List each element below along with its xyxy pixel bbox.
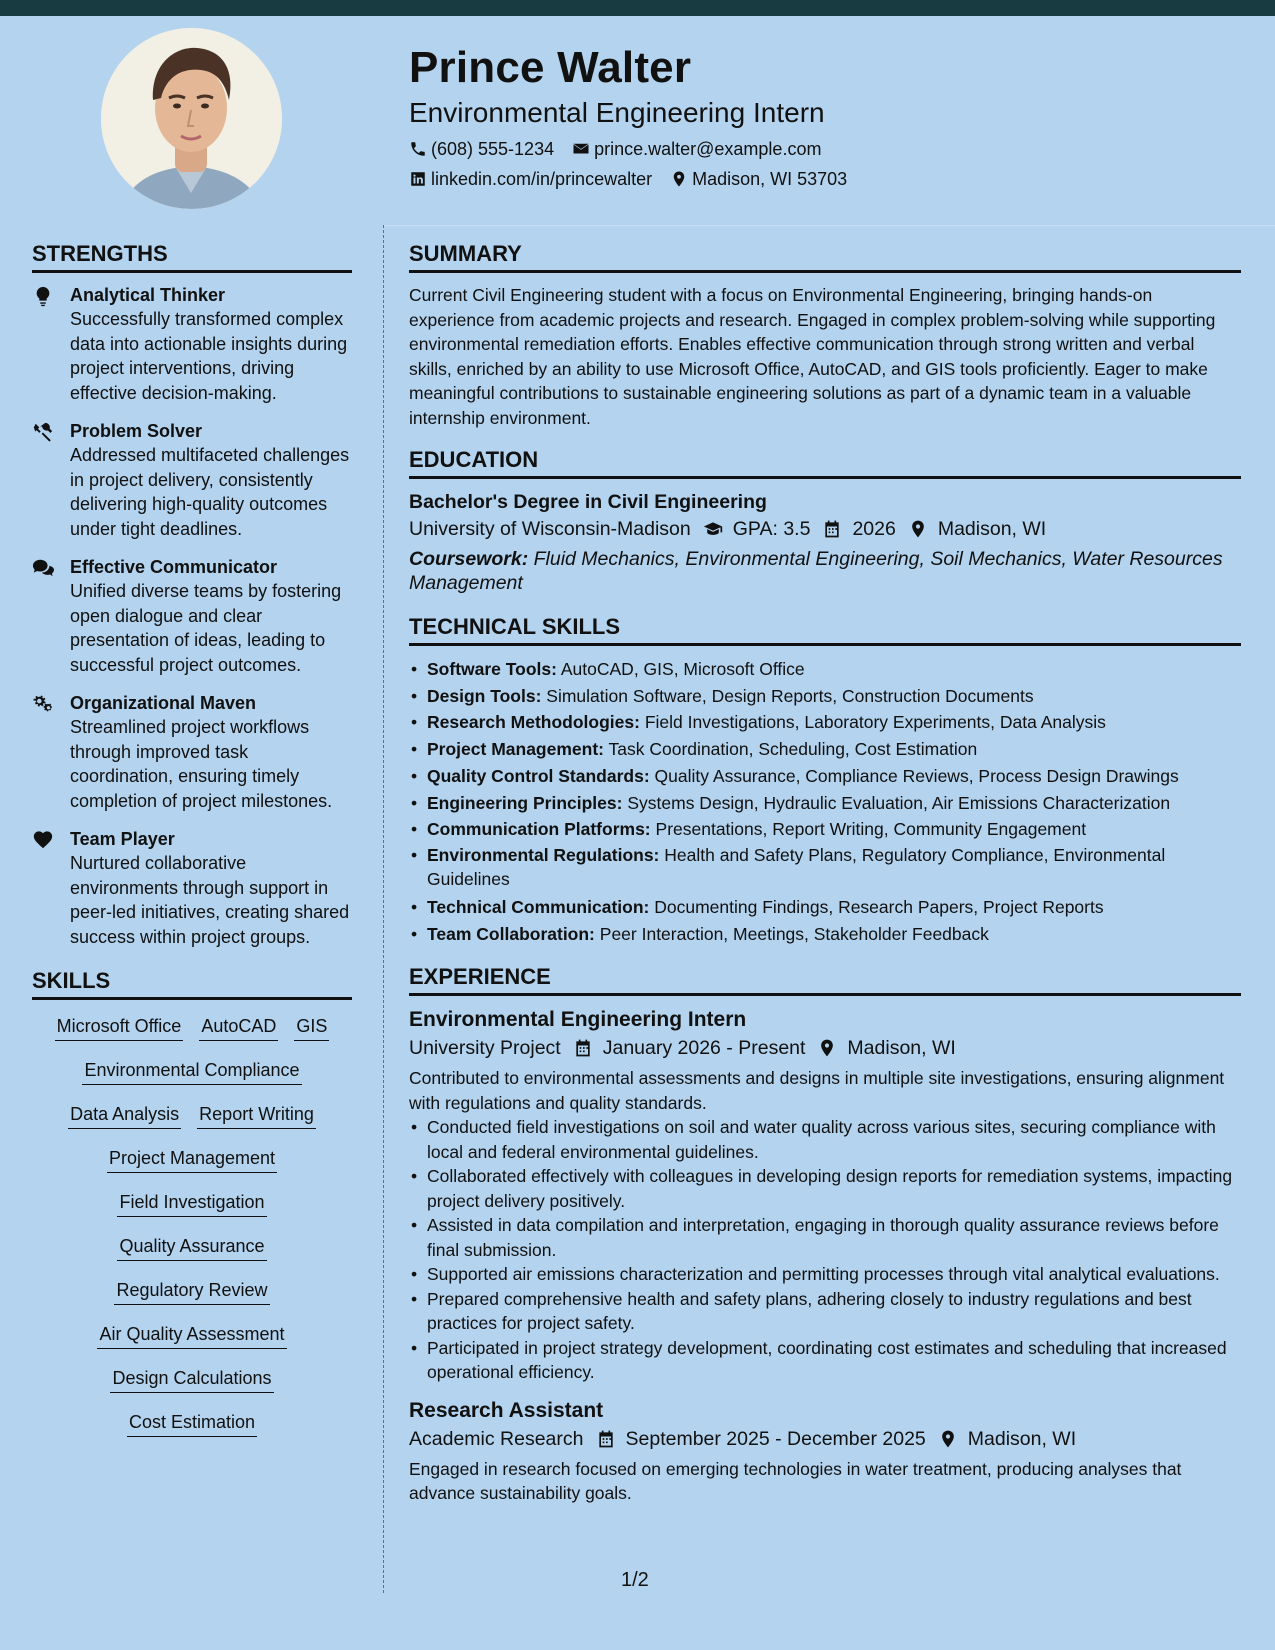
job-meta xyxy=(409,1034,1241,1062)
job-title: Environmental Engineering Intern xyxy=(409,1008,747,1032)
skill-value: Systems Design, Hydraulic Evaluation, Air Emissions Characterization xyxy=(627,792,1171,813)
skill-value: Quality Assurance, Compliance Reviews, Process Design Drawings xyxy=(654,765,1179,786)
graduation-year: 2026 xyxy=(852,518,896,540)
coursework xyxy=(409,547,1241,595)
education-meta xyxy=(409,515,1241,543)
skill-label: Software Tools: xyxy=(427,659,557,679)
phone-text: (608) 555-1234 xyxy=(431,139,555,159)
summary-text: Current Civil Engineering student with a focus on Environmental Engineering, bringing hands-on experience from academic projects and research. Engaged in complex problem-solving while supporting environmental remediation efforts. Enables effective communication through strong written and verbal skills, enriched by an ability to use Microsoft Office, AutoCAD, and GIS tools proficiently. Eager to make meaningful contributions to sustainable engineering solutions as part of a dynamic team in a valuable internship environment. xyxy=(409,285,1216,428)
list-item xyxy=(409,921,1241,948)
degree-title: Bachelor's Degree in Civil Engineering xyxy=(409,491,767,513)
skill-tag: Environmental Compliance xyxy=(82,1058,301,1085)
skill-value: Documenting Findings, Research Papers, Project Reports xyxy=(654,896,1104,917)
skill-tag: Field Investigation xyxy=(117,1190,266,1217)
header xyxy=(409,40,865,190)
phone-icon xyxy=(409,140,427,158)
email-text: prince.walter@example.com xyxy=(594,139,822,159)
list-item: • Prepared comprehensive health and safety plans, adhering closely to industry regulations and best practices for project safety. xyxy=(409,1287,1241,1336)
linkedin-contact[interactable] xyxy=(409,168,652,190)
calendar-icon xyxy=(596,1429,616,1449)
job-org: Academic Research xyxy=(409,1427,584,1450)
skill-tag: Regulatory Review xyxy=(114,1278,269,1305)
skill-label: Team Collaboration: xyxy=(427,923,595,944)
job-bullets xyxy=(409,1115,1241,1385)
strength-desc: Addressed multifaceted challenges in project delivery, consistently delivering high-quality outcomes under tight deadlines. xyxy=(70,445,350,539)
strength-title: Analytical Thinker xyxy=(70,285,226,305)
technical-skills-list xyxy=(409,656,1241,947)
skill-label: Technical Communication: xyxy=(427,896,650,917)
skill-label: Research Methodologies: xyxy=(427,712,640,733)
list-item xyxy=(409,894,1241,921)
gears-icon xyxy=(32,693,54,715)
list-item xyxy=(409,656,1241,683)
list-item: • Supported air emissions characterization and permitting processes through vital analytical evaluations. xyxy=(409,1262,1241,1287)
strength-title: Team Player xyxy=(70,829,175,849)
linkedin-text: linkedin.com/in/princewalter xyxy=(431,169,653,189)
calendar-icon xyxy=(573,1038,593,1058)
skill-tag: AutoCAD xyxy=(199,1014,278,1041)
job-entry xyxy=(409,1006,1241,1385)
list-item xyxy=(409,683,1241,710)
location-text: Madison, WI 53703 xyxy=(692,169,848,189)
strength-item xyxy=(32,283,352,405)
candidate-name: Prince Walter xyxy=(409,43,692,92)
skill-tag: Microsoft Office xyxy=(55,1014,184,1041)
map-pin-icon xyxy=(670,170,688,188)
column-divider xyxy=(383,225,384,1593)
summary-heading: SUMMARY xyxy=(409,240,1241,273)
job-dates: September 2025 - December 2025 xyxy=(625,1427,926,1450)
skill-label: Environmental Regulations: xyxy=(427,844,660,865)
skills-list xyxy=(32,1014,352,1437)
map-pin-icon xyxy=(908,519,928,539)
skill-value: Peer Interaction, Meetings, Stakeholder Feedback xyxy=(599,923,989,944)
skill-tag: Report Writing xyxy=(197,1102,316,1129)
heart-icon xyxy=(32,829,54,851)
map-pin-icon xyxy=(938,1429,958,1449)
education-heading: EDUCATION xyxy=(409,446,1241,479)
coursework-list: Fluid Mechanics, Environmental Engineering, Soil Mechanics, Water Resources Management xyxy=(409,548,1223,594)
strength-title: Problem Solver xyxy=(70,421,203,441)
envelope-icon xyxy=(572,140,590,158)
list-item: • Collaborated effectively with colleagues in developing design reports for remediation systems, impacting project delivery positively. xyxy=(409,1164,1241,1213)
skill-tag: Cost Estimation xyxy=(127,1410,257,1437)
job-location: Madison, WI xyxy=(967,1427,1077,1450)
tools-icon xyxy=(32,421,54,443)
skill-tag: Project Management xyxy=(107,1146,277,1173)
skill-tag: Quality Assurance xyxy=(117,1234,266,1261)
top-bar xyxy=(0,0,1275,16)
skill-value: AutoCAD, GIS, Microsoft Office xyxy=(560,659,805,679)
contact-row-1 xyxy=(409,138,865,160)
strength-item xyxy=(32,555,352,677)
list-item xyxy=(409,709,1241,736)
comments-icon xyxy=(32,557,54,579)
page-number: 1/2 xyxy=(621,1569,649,1591)
location-contact xyxy=(670,168,847,190)
right-column xyxy=(409,240,1241,1506)
gpa-text: GPA: 3.5 xyxy=(732,518,811,540)
strength-desc: Successfully transformed complex data into actionable insights during project interventions, driving effective decision-making. xyxy=(70,309,348,403)
strength-item xyxy=(32,691,352,813)
candidate-title: Environmental Engineering Intern xyxy=(409,97,825,128)
skill-label: Project Management: xyxy=(427,739,604,760)
strength-item xyxy=(32,827,352,949)
avatar xyxy=(101,28,282,209)
skill-value: Simulation Software, Design Reports, Construction Documents xyxy=(546,685,1034,706)
job-summary: Engaged in research focused on emerging technologies in water treatment, producing analyses that advance sustainability goals. xyxy=(409,1458,1182,1504)
skill-label: Communication Platforms: xyxy=(427,819,651,840)
skill-value: Field Investigations, Laboratory Experiments, Data Analysis xyxy=(644,712,1106,733)
skill-label: Design Tools: xyxy=(427,685,542,706)
education-location: Madison, WI xyxy=(937,518,1047,540)
list-item: • Participated in project strategy development, coordinating cost estimates and scheduling that increased operational efficiency. xyxy=(409,1336,1241,1385)
strength-title: Organizational Maven xyxy=(70,693,257,713)
graduation-cap-icon xyxy=(703,519,723,539)
list-item xyxy=(409,816,1241,843)
strength-desc: Unified diverse teams by fostering open dialogue and clear presentation of ideas, leading to successful project outcomes. xyxy=(70,581,342,675)
strength-desc: Streamlined project workflows through improved task coordination, ensuring timely completion of project milestones. xyxy=(70,717,333,811)
email-contact[interactable] xyxy=(572,138,821,160)
header-divider xyxy=(383,225,1275,226)
job-meta xyxy=(409,1425,1241,1453)
map-pin-icon xyxy=(817,1038,837,1058)
job-org: University Project xyxy=(409,1037,561,1060)
job-summary: Contributed to environmental assessments and designs in multiple site investigations, ensuring alignment with regulations and quality standards. xyxy=(409,1068,1225,1113)
skill-tag: Design Calculations xyxy=(110,1366,273,1393)
strength-title: Effective Communicator xyxy=(70,557,278,577)
list-item xyxy=(409,736,1241,763)
skill-value: Health and Safety Plans, Regulatory Compliance, Environmental Guidelines xyxy=(427,844,1166,890)
contact-row-2 xyxy=(409,168,865,190)
strengths-heading: STRENGTHS xyxy=(32,240,352,273)
lightbulb-icon xyxy=(32,285,54,307)
school-name: University of Wisconsin-Madison xyxy=(409,518,691,540)
list-item xyxy=(409,763,1241,790)
linkedin-icon xyxy=(409,170,427,188)
strength-item xyxy=(32,419,352,541)
phone-contact[interactable] xyxy=(409,138,554,160)
skill-label: Engineering Principles: xyxy=(427,792,623,813)
list-item: • Conducted field investigations on soil and water quality across various sites, securing compliance with local and federal environmental guidelines. xyxy=(409,1115,1241,1164)
experience-heading: EXPERIENCE xyxy=(409,963,1241,996)
skill-value: Presentations, Report Writing, Community Engagement xyxy=(655,819,1087,840)
profile-photo xyxy=(101,28,282,209)
list-item: • Assisted in data compilation and interpretation, engaging in thorough quality assurance reviews before final submission. xyxy=(409,1213,1241,1262)
skill-value: Task Coordination, Scheduling, Cost Estimation xyxy=(608,739,978,760)
skill-tag: Air Quality Assessment xyxy=(97,1322,286,1349)
skill-label: Quality Control Standards: xyxy=(427,765,650,786)
list-item xyxy=(409,790,1241,817)
job-location: Madison, WI xyxy=(847,1037,956,1060)
technical-skills-heading: TECHNICAL SKILLS xyxy=(409,613,1241,646)
calendar-icon xyxy=(822,519,842,539)
job-title: Research Assistant xyxy=(409,1398,604,1422)
left-column xyxy=(32,240,352,1454)
coursework-label: Coursework: xyxy=(409,548,529,570)
job-dates: January 2026 - Present xyxy=(602,1037,806,1060)
list-item xyxy=(409,843,1241,892)
skills-heading: SKILLS xyxy=(32,967,352,1000)
strength-desc: Nurtured collaborative environments through support in peer-led initiatives, creating shared success within project groups. xyxy=(70,853,350,947)
job-entry xyxy=(409,1397,1241,1506)
skill-tag: GIS xyxy=(294,1014,329,1041)
skill-tag: Data Analysis xyxy=(68,1102,181,1129)
